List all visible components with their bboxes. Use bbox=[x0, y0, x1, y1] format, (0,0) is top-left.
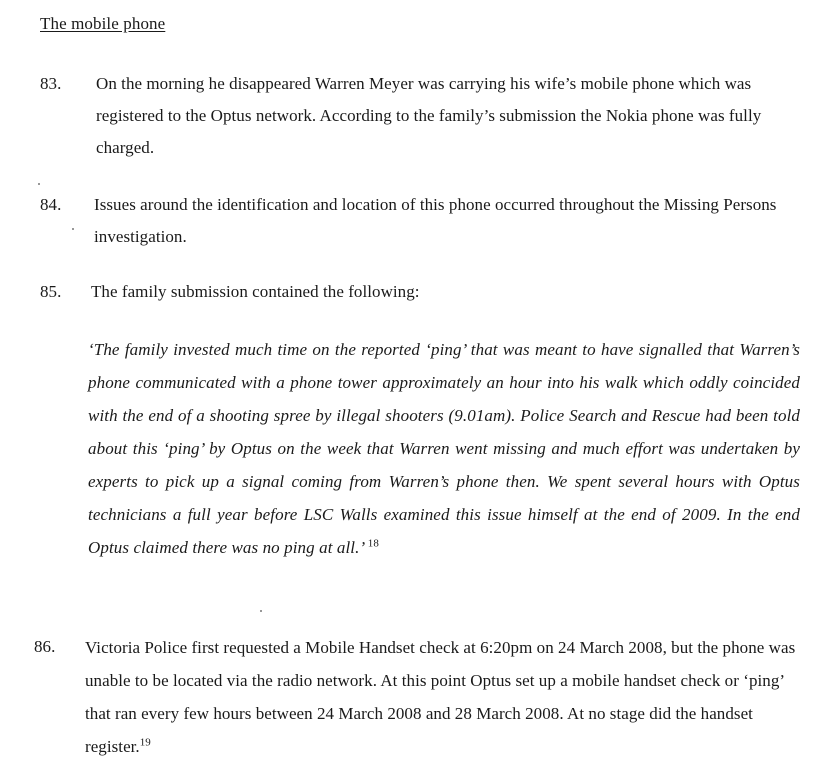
scan-speck bbox=[260, 610, 262, 612]
scan-speck bbox=[38, 183, 40, 185]
paragraph-text: The family submission contained the following: bbox=[91, 282, 420, 301]
paragraph-text: On the morning he disappeared Warren Meyer was carrying his wife’s mobile phone which was registered to the Optus network. According to the family’s submission the Nokia phone was fully charged. bbox=[96, 74, 762, 157]
paragraph-number: 86. bbox=[34, 637, 56, 656]
paragraph-text: Issues around the identification and location of this phone occurred throughout the Missing Persons investigation. bbox=[94, 195, 777, 246]
section-heading: The mobile phone bbox=[40, 14, 166, 33]
paragraph-body: Victoria Police first requested a Mobile Handset check at 6:20pm on 24 March 2008, but the phone was unable to be located via the radio network. At this point Optus set up a mobile handset check or ‘ping’ that ran every few hours between 24 March 2008 and 28 March 2008. At no stage did the handset register. bbox=[85, 638, 796, 756]
paragraph-number: 85. bbox=[40, 282, 62, 301]
paragraph-84 bbox=[40, 189, 810, 255]
paragraph-number: 84. bbox=[40, 195, 62, 214]
paragraph-86 bbox=[34, 631, 814, 761]
paragraph-85 bbox=[40, 276, 810, 310]
quote-text: ‘The family invested much time on the reported ‘ping’ that was meant to have signalled that Warren’s phone communicated with a phone tower approximately an hour into his walk which oddly coincided with the end of a shooting spree by illegal shooters (9.01am). Police Search and Rescue had been told about this ‘ping’ by Optus on the week that Warren went missing and much effort was undertaken by experts to pick up a signal coming from Warren’s phone then. We spent several hours with Optus technicians a full year before LSC Walls examined this issue himself at the end of 2009. In the end Optus claimed there was no ping at all.’ bbox=[88, 340, 800, 557]
footnote-ref-19: 19 bbox=[139, 736, 151, 749]
paragraph-text bbox=[85, 631, 801, 763]
paragraph-83 bbox=[40, 68, 810, 168]
paragraph-number: 83. bbox=[40, 74, 62, 93]
block-quote bbox=[88, 333, 800, 564]
scan-speck bbox=[72, 228, 74, 230]
footnote-ref-18: 18 bbox=[367, 537, 379, 550]
